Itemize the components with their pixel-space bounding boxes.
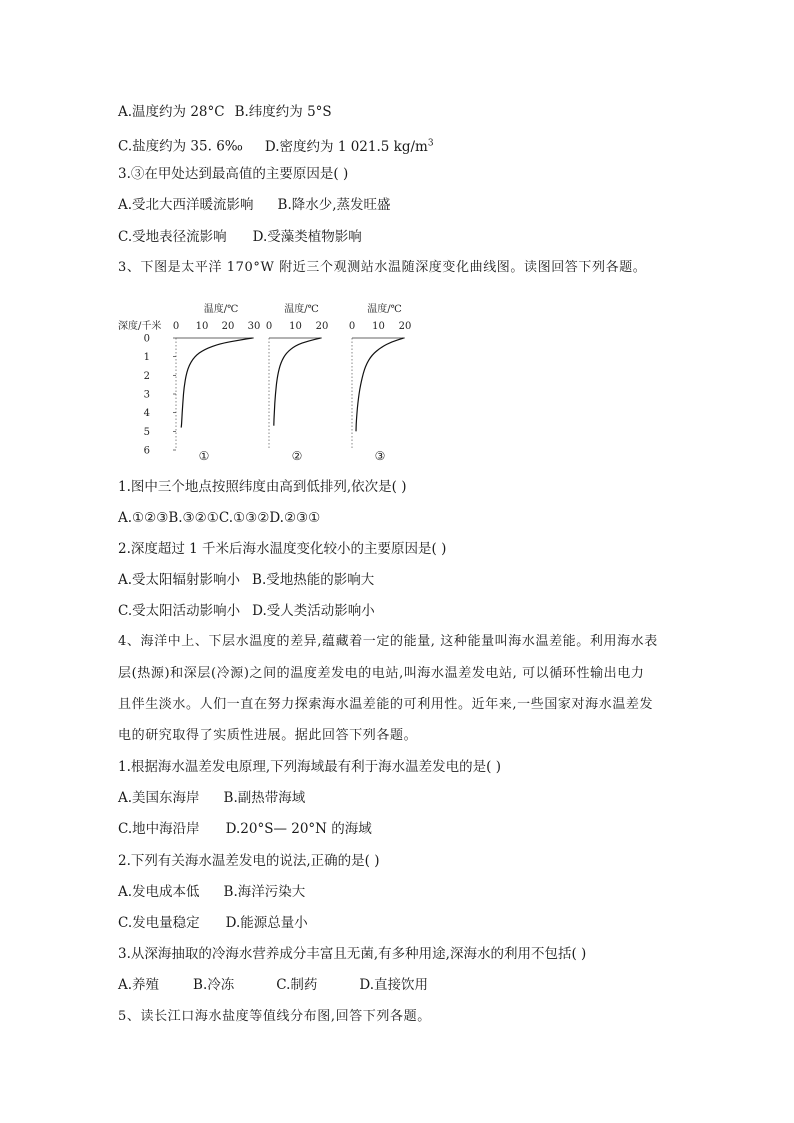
option-a: A.受北大西洋暖流影响 (118, 197, 254, 213)
question-stem: 1.图中三个地点按照纬度由高到低排列,依次是( ) (118, 479, 407, 495)
x-tick-label: 10 (289, 321, 302, 332)
x-tick-label: 10 (372, 321, 385, 332)
option-c: C.受太阳活动影响小 (118, 603, 241, 619)
x-tick-label: 0 (172, 321, 180, 332)
x-tick-label: 20 (398, 321, 412, 332)
question-stem: 1.根据海水温差发电原理,下列海域最有利于海水温差发电的是( ) (118, 759, 501, 775)
question-stem: 2.下列有关海水温差发电的说法,正确的是( ) (118, 853, 380, 869)
section-intro: 且伴生淡水。人们一直在努力探索海水温差能的可利用性。近年来,一些国家对海水温差发 (118, 697, 654, 712)
option-row (118, 134, 434, 156)
x-tick-label: 20 (315, 321, 329, 332)
station-label: ① (198, 449, 210, 463)
option-row: A.①②③B.③②①C.①③②D.②③① (118, 510, 321, 526)
y-tick-label: 1 (143, 352, 150, 364)
option-b: B.冷冻 (193, 977, 235, 993)
option-c: C.盐度约为 35. 6‰ (118, 138, 243, 155)
option-row (118, 976, 428, 994)
y-axis (118, 319, 161, 457)
option-d: D.能源总量小 (225, 915, 308, 931)
option-a: A.发电成本低 (118, 884, 200, 900)
x-tick-label: 20 (221, 321, 235, 332)
y-tick-label: 2 (143, 370, 150, 382)
x-tick-label: 10 (195, 321, 209, 332)
option-d: D.受藻类植物影响 (252, 229, 362, 245)
option-row (118, 228, 362, 246)
option-c: C.发电量稳定 (118, 915, 200, 931)
y-tick-label: 6 (143, 445, 150, 457)
option-a: A.受太阳辐射影响小 (118, 572, 241, 588)
x-tick-label: 30 (247, 321, 261, 332)
option-b: B.降水少,蒸发旺盛 (277, 197, 391, 213)
temperature-depth-chart (118, 300, 418, 465)
option-d: D.直接饮用 (359, 977, 429, 993)
option-row (118, 789, 305, 807)
option-c: C.受地表径流影响 (118, 229, 227, 245)
option-row (118, 820, 372, 838)
option-b: B.海洋污染大 (223, 884, 306, 900)
option-c: C.制药 (276, 977, 318, 993)
section-intro: 4、海洋中上、下层水温度的差异,蕴藏着一定的能量, 这种能量叫海水温差能。利用海水表 (118, 634, 658, 649)
option-d: D.20°S— 20°N 的海域 (225, 821, 372, 837)
question-stem: 3.从深海抽取的冷海水营养成分丰富且无菌,有多种用途,深海水的利用不包括( ) (118, 946, 587, 962)
section-intro: 层(热源)和深层(冷源)之间的温度差发电的电站,叫海水温差发电站, 可以循环性输出电力 (118, 666, 645, 681)
x-axis-label: 温度/℃ (284, 304, 319, 315)
chart-panel (173, 302, 261, 463)
option-row (118, 602, 375, 620)
option-a: A.温度约为 28°C (118, 104, 225, 120)
option-d: D.受人类活动影响小 (252, 603, 375, 619)
y-tick-label: 5 (143, 426, 150, 438)
temperature-curve (181, 338, 253, 428)
temperature-curve (356, 338, 404, 431)
x-tick-label: 0 (265, 321, 273, 332)
section-intro: 电的研究取得了实质性进展。据此回答下列各题。 (118, 728, 418, 743)
option-c: C.地中海沿岸 (118, 821, 200, 837)
section-intro: 3、下图是太平洋 170°W 附近三个观测站水温随深度变化曲线图。读图回答下列各题。 (118, 260, 647, 275)
option-a: A.养殖 (118, 977, 160, 993)
y-tick-label: 0 (143, 333, 150, 345)
option-b: B.纬度约为 5°S (234, 104, 332, 120)
option-b: B.受地热能的影响大 (252, 572, 375, 588)
x-tick-label: 0 (348, 321, 356, 332)
option-a: A.美国东海岸 (118, 790, 200, 806)
option-b: B.副热带海域 (223, 790, 306, 806)
chart-panel (266, 302, 329, 463)
temperature-curve (274, 338, 321, 426)
x-axis-label: 温度/℃ (367, 304, 402, 315)
x-axis-label: 温度/℃ (203, 304, 239, 315)
option-row (118, 571, 374, 589)
station-label: ③ (374, 449, 386, 463)
question-stem: 2.深度超过 1 千米后海水温度变化较小的主要原因是( ) (118, 541, 447, 557)
option-row (118, 103, 332, 121)
y-axis-label: 深度/千米 (118, 321, 162, 332)
option-row (118, 914, 308, 932)
question-stem: 3.③在甲处达到最高值的主要原因是( ) (118, 166, 349, 182)
option-d: D.密度约为 1 021.5 $kg/m^3$ (264, 138, 434, 155)
chart-panel (349, 302, 412, 463)
y-tick-label: 3 (143, 389, 150, 401)
y-tick-label: 4 (143, 408, 150, 420)
section-intro: 5、读长江口海水盐度等值线分布图,回答下列各题。 (118, 1009, 431, 1024)
option-row (118, 883, 305, 901)
station-label: ② (291, 449, 303, 463)
option-row (118, 196, 391, 214)
